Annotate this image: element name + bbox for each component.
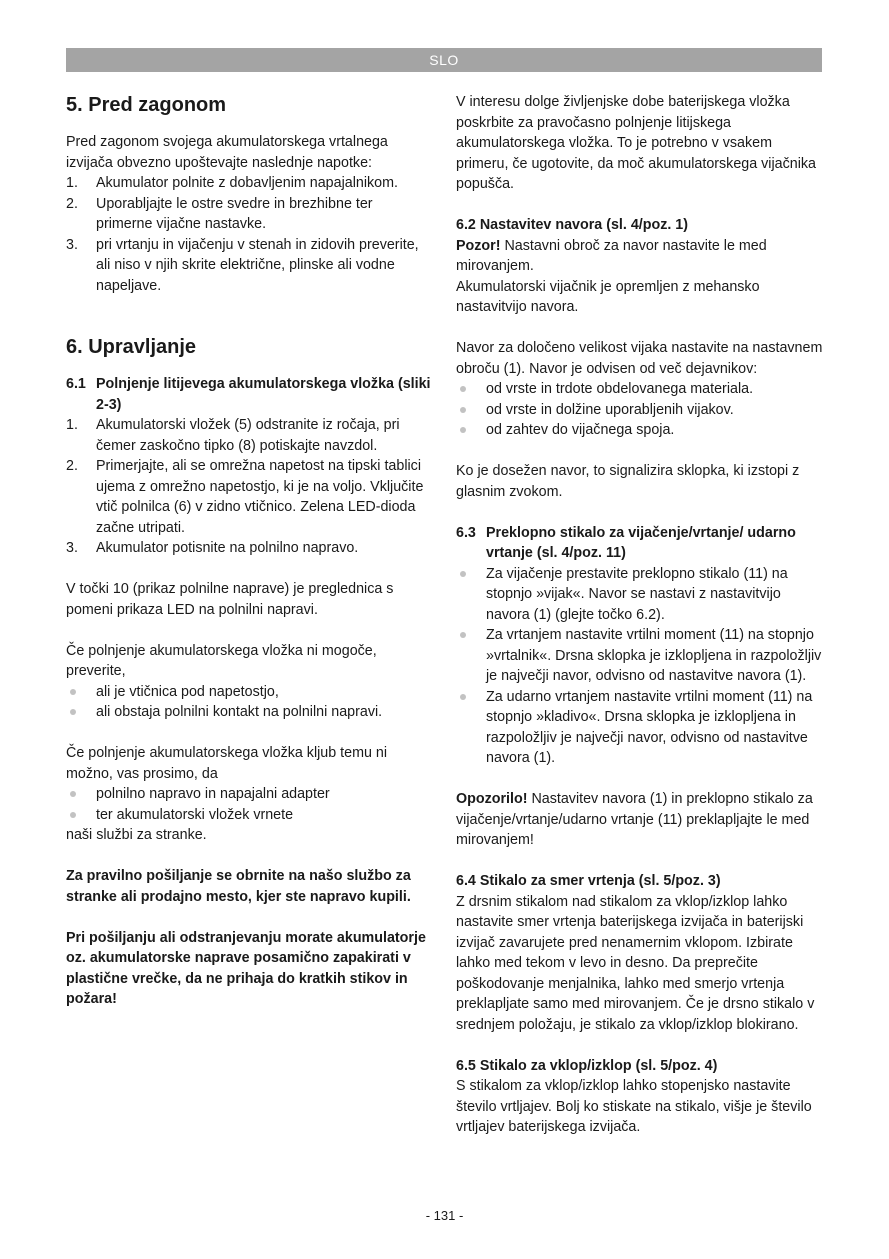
battery-life-paragraph: V interesu dolge življenjske dobe baterijskega vložka poskrbite za pravočasno polnjenje litijskega akumulatorskega vložka. To je potrebno v vsakem primeru, če ugotovite, da moč akumulatorskega vijačnika popušča. [456, 94, 816, 192]
direction-switch-text: Z drsnim stikalom nad stikalom za vklop/izklop lahko nastavite smer vrtenja baterijskega izvijača in baterijski izvijač zavarujete pred nenamernim vklopom. Izbirate lahko med tekom v levo in desno. Da preprečite poškodovanje menjalnika, lahko med smerjo vrtenja preklapljate samo med mirovanjem. Če je drsno stikalo v srednjem položaju, je stikalo za vklop/izklop blokirano. [456, 893, 815, 1033]
check-bullets [66, 682, 432, 723]
list-item: 2. Primerjajte, ali se omrežna napetost na tipski tablici ujema z omrežno napetostjo, ki je na voljo. Vključite vtič polnilca (6) v zidno vtičnico. Zelena LED-dioda začne utripati. [66, 458, 424, 536]
list-item: 1. Akumulatorski vložek (5) odstranite iz ročaja, pri čemer zaskočno tipko (8) potiskajte navzdol. [66, 417, 400, 454]
torque-caution: Pozor! Nastavni obroč za navor nastavite le med mirovanjem. [456, 237, 767, 274]
section-6-5-title: 6.5 Stikalo za vklop/izklop (sl. 5/poz. 4) [456, 1057, 718, 1074]
switching-warning: Opozorilo! Nastavitev navora (1) in preklopno stikalo za vijačenje/vrtanje/udarno vrtanje (11) preklapljajte le med mirovanjem! [456, 791, 813, 848]
list-item: 3. pri vrtanju in vijačenju v stenah in zidovih preverite, ali niso v njih skrite električne, plinske ali vodne napeljave. [66, 236, 419, 294]
section-6-title: 6. Upravljanje [66, 336, 197, 358]
page-number: - 131 - [425, 1208, 464, 1223]
return-bullets [66, 784, 432, 825]
section-5-intro: Pred zagonom svojega akumulatorskega vrtalnega izvijača obvezno upoštevajte naslednje napotke: [66, 134, 388, 171]
led-table-paragraph: V točki 10 (prikaz polnilne naprave) je preglednica s pomeni prikaza LED na polnilni napravi. [66, 581, 394, 618]
language-header-bar [66, 48, 822, 72]
disposal-warning: Pri pošiljanju ali odstranjevanju morate akumulatorje oz. akumulatorske naprave posamično zapakirati v plastične vrečke, da ne prihaja do kratkih stikov in požara! [66, 929, 426, 1007]
section-5-list [66, 173, 432, 296]
bullet-item: polnilno napravo in napajalni adapter [66, 784, 432, 805]
section-6-3-title: 6.3 Preklopno stikalo za vijačenje/vrtanje/ udarno vrtanje (sl. 4/poz. 11) [456, 524, 796, 561]
bullet-item: Za udarno vrtanjem nastavite vrtilni moment (11) na stopnjo »kladivo«. Drsna sklopka je izklopljena in razpoložljiv je največji navor, odvisno od nastavitve navora (1). [456, 687, 826, 769]
charging-not-possible-paragraph: Če polnjenje akumulatorskega vložka ni mogoče, preverite, [66, 642, 377, 679]
bullet-item: ali obstaja polnilni kontakt na polnilni napravi. [66, 702, 432, 723]
still-not-possible-paragraph: Če polnjenje akumulatorskega vložka kljub temu ni možno, vas prosimo, da [66, 745, 388, 782]
section-6-1-list [66, 415, 432, 559]
bullet-item: ali je vtičnica pod napetostjo, [66, 682, 432, 703]
section-6-2-title: 6.2 Nastavitev navora (sl. 4/poz. 1) [456, 217, 689, 233]
right-column [456, 92, 826, 1138]
list-item: 2. Uporabljajte le ostre svedre in brezhibne ter primerne vijačne nastavke. [66, 195, 373, 232]
on-off-switch-text: S stikalom za vklop/izklop lahko stopenjsko nastavite število vrtljajev. Bolj ko stiskate na stikalo, višje je število vrtljajev baterijskega izvijača. [456, 1078, 812, 1135]
shipping-notice: Za pravilno pošiljanje se obrnite na našo službo za stranke ali prodajno mesto, kjer ste napravo kupili. [66, 868, 411, 905]
list-item: 1. Akumulator polnite z dobavljenim napajalnikom. [66, 175, 398, 191]
mode-switch-list [456, 564, 826, 769]
bullet-item: ter akumulatorski vložek vrnete [66, 805, 432, 826]
bullet-item: od vrste in trdote obdelovanega materiala. [456, 379, 826, 400]
bullet-item: Za vrtanjem nastavite vrtilni moment (11) na stopnjo »vrtalnik«. Drsna sklopka je izklopljena in razpoložljiv je največji navor, odvisno od nastavitve navora (1). [456, 625, 826, 687]
torque-factors-intro: Navor za določeno velikost vijaka nastavite na nastavnem obroču (1). Navor je odvisen od več dejavnikov: [456, 340, 823, 377]
language-label: SLO [429, 52, 459, 68]
torque-mechanism-text: Akumulatorski vijačnik je opremljen z mehansko nastavitvijo navora. [456, 278, 760, 315]
clutch-signal-text: Ko je dosežen navor, to signalizira sklopka, ki izstopi z glasnim zvokom. [456, 463, 800, 500]
section-6-1-title: 6.1 Polnjenje litijevega akumulatorskega vložka (sliki 2-3) [66, 376, 431, 413]
bullet-item: Za vijačenje prestavite preklopno stikalo (11) na stopnjo »vijak«. Navor se nastavi z nastavitvijo navora (1) (glejte točko 6.2). [456, 564, 826, 626]
list-item: 3. Akumulator potisnite na polnilno napravo. [66, 540, 359, 556]
section-6-4-title: 6.4 Stikalo za smer vrtenja (sl. 5/poz. 3) [456, 873, 721, 889]
left-column [66, 92, 432, 1010]
torque-factors-list [456, 379, 826, 441]
bullet-item: od vrste in dolžine uporabljenih vijakov. [456, 400, 826, 421]
section-5-title: 5. Pred zagonom [66, 94, 227, 116]
bullet-item: od zahtev do vijačnega spoja. [456, 420, 826, 441]
customer-service-text: naši službi za stranke. [66, 827, 207, 843]
